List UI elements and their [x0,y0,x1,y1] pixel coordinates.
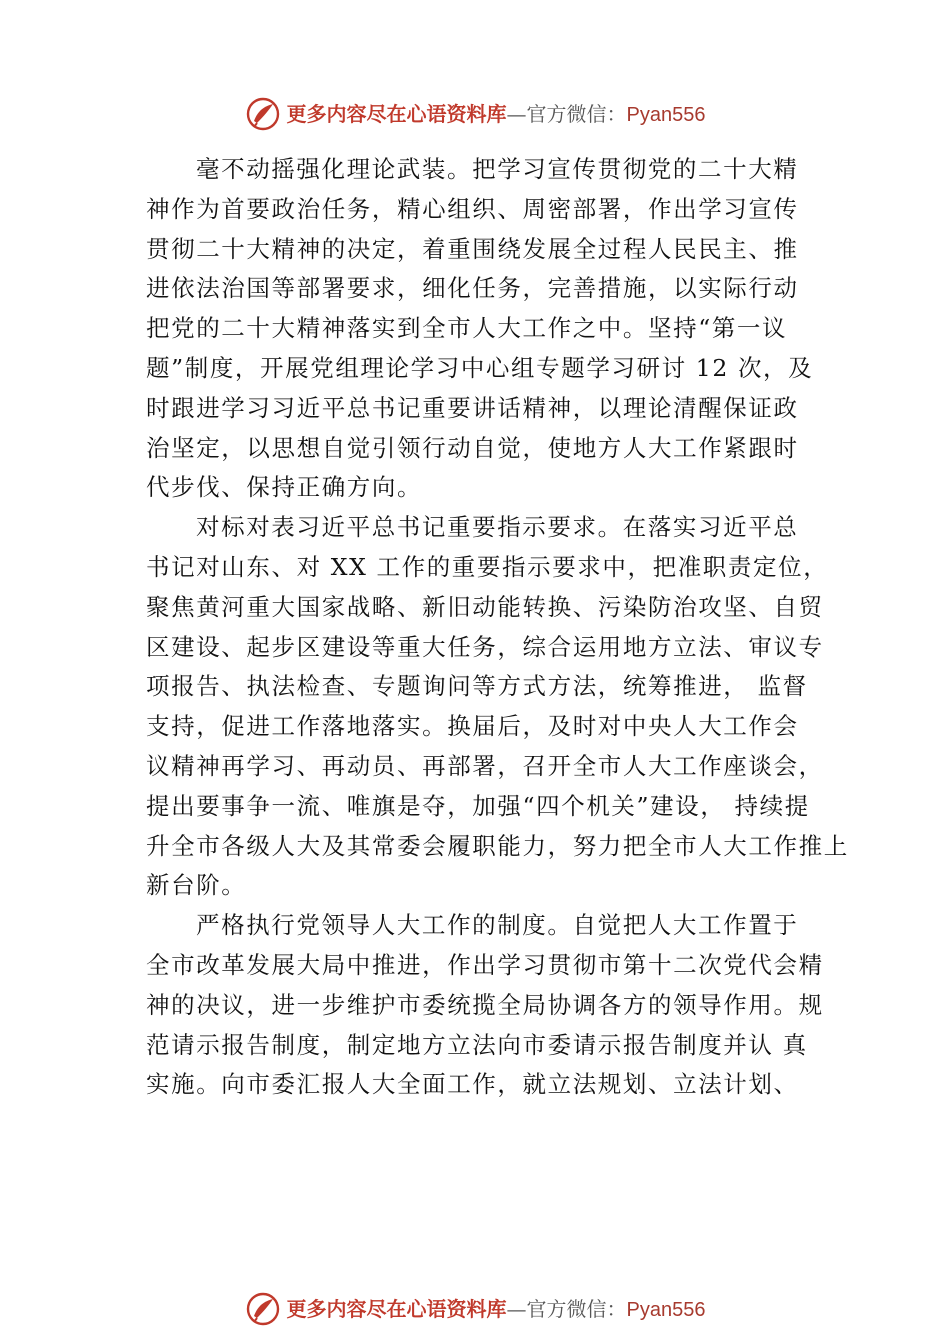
banner-wechat-label: —官方微信： [506,1296,627,1321]
text-line: 全市改革发展大局中推进，作出学习贯彻市第十二次党代会精 [146,950,824,979]
text-line: 把党的二十大精神落实到全市人大工作之中。坚持“第一议 [146,314,788,343]
banner-text [286,1296,706,1321]
text-line: 题”制度，开展党组理论学习中心组专题学习研讨 12 次，及 [146,353,814,382]
text-line: 书记对山东、对 XX 工作的重要指示要求中，把准职责定位， [146,552,829,581]
text-line: 提出要事争一流、唯旗是夺，加强“四个机关”建设， 持续提 [146,791,810,820]
text-line: 升全市各级人大及其常委会履职能力，努力把全市人大工作推上 [146,831,849,860]
text-line: 对标对表习近平总书记重要指示要求。在落实习近平总 [196,513,799,542]
logo-icon [245,96,281,132]
text-line: 项报告、执法检查、专题询问等方式方法，统筹推进， 监督 [146,672,808,701]
banner-wechat-label: —官方微信： [506,101,627,126]
banner-library-name: 更多内容尽在心语资料库 [286,1296,507,1321]
text-line: 支持，促进工作落地落实。换届后，及时对中央人大工作会 [146,712,799,741]
text-line: 神的决议，进一步维护市委统揽全局协调各方的领导作用。规 [146,990,824,1019]
text-line: 区建设、起步区建设等重大任务，综合运用地方立法、审议专 [146,632,824,661]
text-line: 代步伐、保持正确方向。 [146,473,423,502]
text-line: 聚焦黄河重大国家战略、新旧动能转换、污染防治攻坚、自贸 [146,592,824,621]
banner-library-name: 更多内容尽在心语资料库 [286,101,507,126]
text-line: 时跟进学习习近平总书记重要讲话精神，以理论清醒保证政 [146,393,799,422]
text-line: 严格执行党领导人大工作的制度。自觉把人大工作置于 [196,911,799,940]
text-line: 议精神再学习、再动员、再部署，召开全市人大工作座谈会， [146,751,824,780]
footer-banner [0,1287,950,1331]
header-banner [0,92,950,136]
text-line: 实施。向市委汇报人大全面工作，就立法规划、立法计划、 [146,1070,799,1099]
banner-wechat-handle: Pyan556 [626,103,706,126]
text-line: 神作为首要政治任务，精心组织、周密部署，作出学习宣传 [146,194,799,223]
banner-text [286,101,706,126]
text-line: 范请示报告制度，制定地方立法向市委请示报告制度并认 真 [146,1030,808,1059]
logo-icon [245,1291,281,1327]
paragraph [146,906,836,1105]
text-line: 治坚定，以思想自觉引领行动自觉，使地方人大工作紧跟时 [146,433,799,462]
paragraph [146,150,836,508]
paragraph [146,508,849,906]
text-line: 贯彻二十大精神的决定，着重围绕发展全过程人民民主、推 [146,234,799,263]
document-body [146,150,849,1105]
banner-wechat-handle: Pyan556 [626,1298,706,1321]
text-line: 新台阶。 [146,871,247,900]
text-line: 进依法治国等部署要求，细化任务，完善措施，以实际行动 [146,274,799,303]
text-line: 毫不动摇强化理论武装。把学习宣传贯彻党的二十大精 [196,155,799,183]
